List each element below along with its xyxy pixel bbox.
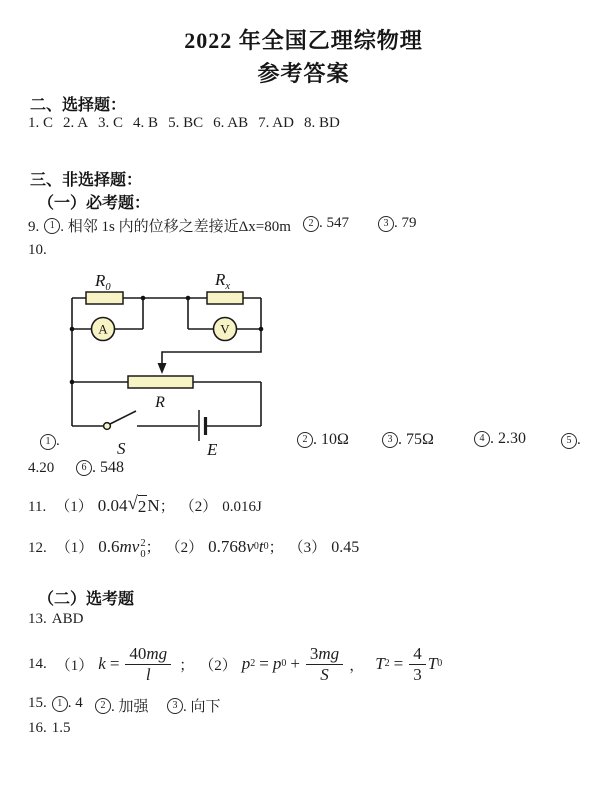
equals-sign: = [259,654,269,673]
answer-text: . [577,432,581,448]
section-optional-heading: （二）选考题 [38,591,135,608]
answer-text: . 75Ω [398,431,434,448]
subscript: 0 [263,541,269,553]
variable: t [258,537,264,557]
q14-formula-1 [98,644,173,684]
q11-label: 11. [28,499,47,515]
q9-row [28,215,291,236]
sqrt-radical [127,495,147,517]
separator: ， [349,657,365,674]
equals-sign: = [393,654,404,673]
answer-text: . 79 [394,215,417,231]
q9-answer-2 [303,215,349,232]
q12-part2-number: （2） [165,540,204,557]
q10-answer-4 [474,430,526,448]
sup-sub-stack [140,538,145,560]
subscript: 2 [384,658,390,669]
choice-answers-row [28,115,340,132]
variable: p [272,654,282,673]
q12-label: 12. [28,540,47,557]
q15-answer-3 [167,695,221,716]
section-nonchoice-heading: 三、非选择题： [30,172,143,189]
q15-row [28,695,83,712]
section-choice-heading: 二、选择题： [30,97,127,114]
q10-label: 10. [28,242,47,258]
q13-label: 13. [28,611,47,627]
circled-4-icon: 4 [474,431,490,447]
circled-3-icon: 3 [167,698,183,714]
circled-1-icon: 1 [44,218,60,234]
variable: k [98,654,106,673]
variable: p [241,654,251,673]
plus-sign: + [290,654,300,673]
q10-answer-3 [382,431,434,449]
separator: ； [268,540,284,557]
q15-answer-2 [95,695,149,716]
q12-row [28,536,360,561]
junction-dot [186,296,191,301]
numerator [306,644,343,665]
subscript: 0 [253,541,259,553]
resistor-r0 [86,292,123,304]
circled-3-icon: 3 [378,216,394,232]
q12-part3-value: 0.45 [331,539,360,557]
answer-text: . [56,433,60,449]
voltmeter-letter: V [220,321,230,337]
q12-part2-formula [208,537,269,557]
subscript: 2 [250,658,256,669]
junction-dot [259,327,264,332]
subscript: 0 [281,658,287,669]
q12-part3-number: （3） [288,540,327,557]
switch-blade [110,411,136,424]
switch-pivot [104,423,111,430]
circled-6-icon: 6 [76,460,92,476]
answer-text: . 548 [92,459,124,476]
circled-1-icon: 1 [40,434,56,450]
circled-1-icon: 1 [52,696,68,712]
separator: ； [179,657,195,674]
circled-5-icon: 5 [561,433,577,449]
circuit-diagram [57,260,272,460]
number: 40 [129,643,147,663]
rheostat [128,376,193,388]
label-battery: E [207,440,218,459]
q10-answer-5-continued: 4.20 [28,460,55,476]
battery [199,410,206,441]
variable: mg [146,643,168,663]
q12-part1-formula [98,536,146,561]
q14-formula-3 [375,644,442,684]
choice-answer: 6. AB [213,115,249,131]
variable: T [427,654,438,673]
subscript: 0 [437,658,443,669]
answer-text: . 4 [67,695,83,711]
q14-label: 14. [28,655,47,672]
circled-2-icon: 2 [95,698,111,714]
q12-part1-number: （1） [55,540,94,557]
equals-sign: = [109,654,120,673]
q14-part1-number: （1） [55,657,94,674]
variable: v [246,537,254,557]
variable: mv [119,537,140,557]
answer-text: . 加强 [111,699,149,715]
radicand: 2 [137,497,147,516]
wiper-arrow-icon [158,363,167,374]
ammeter-letter: A [98,321,108,337]
q9-label: 9. [28,219,40,235]
q16-answer: 1.5 [51,720,71,736]
coefficient: 0.04 [97,496,128,515]
circled-3-icon: 3 [382,432,398,448]
junction-dot [70,380,75,385]
answer-text: . 2.30 [490,430,526,447]
separator: ； [159,499,175,515]
q11-part2-number: （2） [179,499,218,515]
denominator: 3 [413,664,422,684]
variable: T [375,654,385,673]
q16-label: 16. [28,720,47,736]
wire-wiper [162,298,261,366]
unit: N [147,496,160,515]
q10-answer-6 [76,459,124,477]
q9-answer-1 [44,215,291,236]
q10-answer-2 [297,431,349,449]
q13-answer: ABD [51,611,84,627]
q11-part1-formula [98,495,160,517]
fraction [409,644,426,684]
section-required-heading: （一）必考题： [38,195,151,212]
sqrt-icon: √ [127,493,138,514]
denominator: S [320,664,329,684]
choice-answer: 1. C [28,115,54,131]
choice-answer: 3. C [98,115,124,131]
numerator [125,644,171,665]
superscript: 2 [140,538,146,549]
fraction [306,644,343,684]
q11-part2-value: 0.016J [222,499,262,515]
q14-part2-number: （2） [199,657,237,674]
q15-label: 15. [28,695,47,711]
choice-answer: 8. BD [303,115,340,131]
coefficient: 0.768 [208,537,247,557]
page-title: 2022 年全国乙理综物理 [184,28,423,53]
number: 3 [309,643,319,663]
q10-answer-5 [561,432,581,449]
q9-answer-3 [378,215,417,232]
answer-text: . 相邻 1s 内的位移之差接近Δx=80m [60,219,291,235]
choice-answer: 7. AD [258,115,294,131]
variable: mg [318,643,340,663]
q11-part1-number: （1） [55,499,93,515]
coefficient: 0.6 [98,537,120,557]
label-r0: $R_0$ [95,271,111,293]
answer-text: . 547 [319,215,349,231]
q16-row [28,720,71,737]
label-switch: S [117,439,126,458]
answer-text: . 向下 [183,699,221,715]
resistor-rx [207,292,243,304]
circled-2-icon: 2 [303,216,319,232]
choice-answer: 4. B [133,115,159,131]
q13-row [28,611,83,628]
q10-answer-1 [40,433,60,450]
label-rx: $R_x$ [215,270,231,292]
q14-row [28,638,442,690]
q15-answer-1 [52,695,83,712]
label-rheostat: R [155,394,165,411]
choice-answer: 2. A [63,115,89,131]
q11-row [28,495,262,517]
circled-2-icon: 2 [297,432,313,448]
page-subtitle: 参考答案 [257,61,350,86]
subscript: 0 [140,549,146,561]
denominator: l [145,664,151,684]
separator: ； [145,540,161,557]
junction-dot [70,327,75,332]
junction-dot [141,296,146,301]
fraction [125,644,171,684]
choice-answer: 5. BC [168,115,204,131]
numerator: 4 [409,644,426,665]
answer-text: . 10Ω [313,431,349,448]
q14-formula-2 [242,644,345,684]
